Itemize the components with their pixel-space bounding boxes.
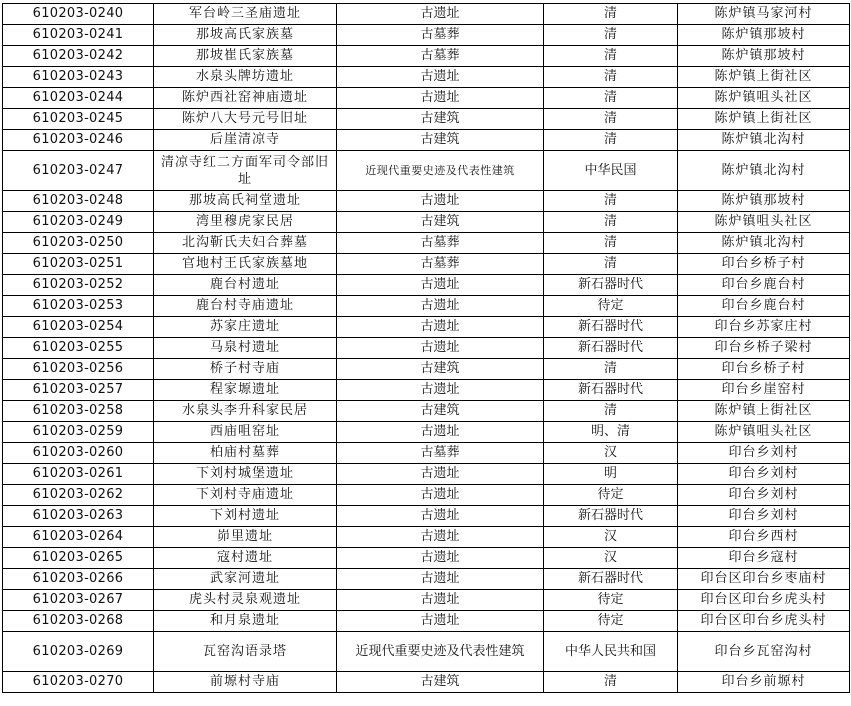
site-code-cell: 610203-0258 — [3, 401, 154, 422]
site-type-cell: 古遗址 — [337, 611, 544, 632]
site-name-cell: 湾里穆虎家民居 — [154, 212, 337, 233]
site-name-cell: 峁里遗址 — [154, 527, 337, 548]
table-row — [3, 401, 850, 422]
site-era-cell: 汉 — [544, 443, 678, 464]
site-location-cell: 陈炉镇北沟村 — [678, 130, 850, 151]
site-name-cell: 虎头村灵泉观遗址 — [154, 590, 337, 611]
table-row — [3, 88, 850, 109]
table-row — [3, 359, 850, 380]
site-era-cell: 清 — [544, 130, 678, 151]
site-location-cell: 印台乡桥子村 — [678, 254, 850, 275]
site-name-cell: 桥子村寺庙 — [154, 359, 337, 380]
site-location-cell: 陈炉镇北沟村 — [678, 233, 850, 254]
site-era-cell: 清 — [544, 88, 678, 109]
site-type-cell: 古遗址 — [337, 275, 544, 296]
site-era-cell: 待定 — [544, 296, 678, 317]
table-row — [3, 275, 850, 296]
site-name-cell: 瓦窑沟语录塔 — [154, 632, 337, 672]
site-type-cell: 古遗址 — [337, 4, 544, 25]
site-code-cell: 610203-0248 — [3, 191, 154, 212]
site-code-cell: 610203-0246 — [3, 130, 154, 151]
site-name-cell: 那坡高氏祠堂遗址 — [154, 191, 337, 212]
site-era-cell: 新石器时代 — [544, 338, 678, 359]
site-type-cell: 古墓葬 — [337, 25, 544, 46]
table-row — [3, 191, 850, 212]
table-row — [3, 485, 850, 506]
site-era-cell: 明、清 — [544, 422, 678, 443]
site-era-cell: 清 — [544, 67, 678, 88]
site-location-cell: 陈炉镇咀头社区 — [678, 88, 850, 109]
site-era-cell: 清 — [544, 109, 678, 130]
site-code-cell: 610203-0260 — [3, 443, 154, 464]
site-name-cell: 那坡高氏家族墓 — [154, 25, 337, 46]
site-location-cell: 印台乡苏家庄村 — [678, 317, 850, 338]
site-code-cell: 610203-0269 — [3, 632, 154, 672]
site-type-cell: 古建筑 — [337, 359, 544, 380]
table-row — [3, 254, 850, 275]
site-location-cell: 陈炉镇那坡村 — [678, 46, 850, 67]
site-era-cell: 汉 — [544, 548, 678, 569]
site-location-cell: 印台乡鹿台村 — [678, 296, 850, 317]
table-row — [3, 130, 850, 151]
site-type-cell: 古建筑 — [337, 401, 544, 422]
site-code-cell: 610203-0263 — [3, 506, 154, 527]
site-name-cell: 鹿台村寺庙遗址 — [154, 296, 337, 317]
table-row — [3, 317, 850, 338]
site-location-cell: 印台区印台乡枣庙村 — [678, 569, 850, 590]
site-type-cell: 古建筑 — [337, 109, 544, 130]
table-row — [3, 67, 850, 88]
site-code-cell: 610203-0255 — [3, 338, 154, 359]
site-name-cell: 前塬村寺庙 — [154, 672, 337, 693]
site-location-cell: 印台乡前塬村 — [678, 672, 850, 693]
site-code-cell: 610203-0270 — [3, 672, 154, 693]
site-name-cell: 军台岭三圣庙遗址 — [154, 4, 337, 25]
site-type-cell: 古建筑 — [337, 130, 544, 151]
site-type-cell: 近现代重要史迹及代表性建筑 — [337, 151, 544, 191]
site-name-cell: 水泉头牌坊遗址 — [154, 67, 337, 88]
table-row — [3, 443, 850, 464]
site-location-cell: 印台乡鹿台村 — [678, 275, 850, 296]
site-era-cell: 清 — [544, 25, 678, 46]
site-type-cell: 古遗址 — [337, 464, 544, 485]
site-era-cell: 新石器时代 — [544, 317, 678, 338]
site-location-cell: 印台区印台乡虎头村 — [678, 590, 850, 611]
site-era-cell: 中华民国 — [544, 151, 678, 191]
table-row — [3, 590, 850, 611]
site-code-cell: 610203-0261 — [3, 464, 154, 485]
site-era-cell: 清 — [544, 4, 678, 25]
site-type-cell: 古墓葬 — [337, 233, 544, 254]
site-type-cell: 古建筑 — [337, 212, 544, 233]
site-location-cell: 印台乡刘村 — [678, 464, 850, 485]
site-era-cell: 清 — [544, 672, 678, 693]
site-name-cell: 鹿台村遗址 — [154, 275, 337, 296]
site-location-cell: 陈炉镇咀头社区 — [678, 212, 850, 233]
site-era-cell: 新石器时代 — [544, 569, 678, 590]
site-type-cell: 古遗址 — [337, 590, 544, 611]
site-location-cell: 陈炉镇咀头社区 — [678, 422, 850, 443]
site-code-cell: 610203-0264 — [3, 527, 154, 548]
site-code-cell: 610203-0242 — [3, 46, 154, 67]
table-row — [3, 109, 850, 130]
table-row — [3, 611, 850, 632]
site-code-cell: 610203-0266 — [3, 569, 154, 590]
site-location-cell: 陈炉镇那坡村 — [678, 25, 850, 46]
site-location-cell: 陈炉镇上街社区 — [678, 67, 850, 88]
site-name-cell: 官地村王氏家族墓地 — [154, 254, 337, 275]
table-row — [3, 632, 850, 672]
site-era-cell: 新石器时代 — [544, 380, 678, 401]
table-row — [3, 506, 850, 527]
site-location-cell: 印台乡刘村 — [678, 506, 850, 527]
site-type-cell: 古遗址 — [337, 548, 544, 569]
site-code-cell: 610203-0241 — [3, 25, 154, 46]
site-era-cell: 清 — [544, 212, 678, 233]
site-code-cell: 610203-0250 — [3, 233, 154, 254]
site-code-cell: 610203-0262 — [3, 485, 154, 506]
table-row — [3, 46, 850, 67]
site-type-cell: 古墓葬 — [337, 254, 544, 275]
site-era-cell: 清 — [544, 191, 678, 212]
site-type-cell: 古墓葬 — [337, 443, 544, 464]
site-name-cell: 下刘村寺庙遗址 — [154, 485, 337, 506]
table-row — [3, 151, 850, 191]
site-type-cell: 古遗址 — [337, 317, 544, 338]
site-era-cell: 新石器时代 — [544, 275, 678, 296]
site-name-cell: 下刘村城堡遗址 — [154, 464, 337, 485]
site-type-cell: 古遗址 — [337, 485, 544, 506]
heritage-sites-table — [2, 3, 850, 693]
table-row — [3, 527, 850, 548]
table-row — [3, 464, 850, 485]
site-code-cell: 610203-0252 — [3, 275, 154, 296]
site-code-cell: 610203-0253 — [3, 296, 154, 317]
site-type-cell: 古遗址 — [337, 296, 544, 317]
site-type-cell: 古建筑 — [337, 672, 544, 693]
site-era-cell: 待定 — [544, 485, 678, 506]
site-name-cell: 清凉寺红二方面军司令部旧址 — [154, 151, 337, 191]
site-code-cell: 610203-0259 — [3, 422, 154, 443]
table-row — [3, 422, 850, 443]
site-era-cell: 清 — [544, 233, 678, 254]
site-type-cell: 近现代重要史迹及代表性建筑 — [337, 632, 544, 672]
site-type-cell: 古遗址 — [337, 527, 544, 548]
table-row — [3, 25, 850, 46]
site-name-cell: 下刘村遗址 — [154, 506, 337, 527]
site-code-cell: 610203-0267 — [3, 590, 154, 611]
site-name-cell: 水泉头李升科家民居 — [154, 401, 337, 422]
site-location-cell: 陈炉镇北沟村 — [678, 151, 850, 191]
site-era-cell: 汉 — [544, 527, 678, 548]
site-era-cell: 待定 — [544, 611, 678, 632]
site-location-cell: 印台乡瓦窑沟村 — [678, 632, 850, 672]
site-code-cell: 610203-0254 — [3, 317, 154, 338]
site-name-cell: 寇村遗址 — [154, 548, 337, 569]
site-era-cell: 清 — [544, 401, 678, 422]
site-code-cell: 610203-0243 — [3, 67, 154, 88]
site-type-cell: 古遗址 — [337, 88, 544, 109]
site-name-cell: 西庙咀窑址 — [154, 422, 337, 443]
site-location-cell: 印台乡刘村 — [678, 443, 850, 464]
site-location-cell: 印台乡寇村 — [678, 548, 850, 569]
site-type-cell: 古遗址 — [337, 422, 544, 443]
site-era-cell: 中华人民共和国 — [544, 632, 678, 672]
site-location-cell: 陈炉镇上街社区 — [678, 109, 850, 130]
table-row — [3, 296, 850, 317]
site-location-cell: 印台乡刘村 — [678, 485, 850, 506]
site-name-cell: 陈炉西社窑神庙遗址 — [154, 88, 337, 109]
site-location-cell: 印台乡崖窑村 — [678, 380, 850, 401]
site-code-cell: 610203-0256 — [3, 359, 154, 380]
site-type-cell: 古遗址 — [337, 338, 544, 359]
site-code-cell: 610203-0249 — [3, 212, 154, 233]
table-row — [3, 212, 850, 233]
site-code-cell: 610203-0247 — [3, 151, 154, 191]
table-row — [3, 569, 850, 590]
site-type-cell: 古遗址 — [337, 380, 544, 401]
site-era-cell: 明 — [544, 464, 678, 485]
table-row — [3, 672, 850, 693]
site-location-cell: 印台乡桥子梁村 — [678, 338, 850, 359]
site-location-cell: 陈炉镇马家河村 — [678, 4, 850, 25]
site-type-cell: 古遗址 — [337, 569, 544, 590]
site-location-cell: 印台区印台乡虎头村 — [678, 611, 850, 632]
site-location-cell: 印台乡桥子村 — [678, 359, 850, 380]
site-code-cell: 610203-0268 — [3, 611, 154, 632]
site-code-cell: 610203-0257 — [3, 380, 154, 401]
site-location-cell: 陈炉镇上街社区 — [678, 401, 850, 422]
site-name-cell: 北沟靳氏夫妇合葬墓 — [154, 233, 337, 254]
site-era-cell: 清 — [544, 359, 678, 380]
site-era-cell: 待定 — [544, 590, 678, 611]
site-name-cell: 柏庙村墓葬 — [154, 443, 337, 464]
site-type-cell: 古遗址 — [337, 67, 544, 88]
site-location-cell: 印台乡西村 — [678, 527, 850, 548]
site-name-cell: 武家河遗址 — [154, 569, 337, 590]
site-era-cell: 清 — [544, 254, 678, 275]
site-name-cell: 程家塬遗址 — [154, 380, 337, 401]
site-code-cell: 610203-0244 — [3, 88, 154, 109]
site-code-cell: 610203-0240 — [3, 4, 154, 25]
site-location-cell: 陈炉镇那坡村 — [678, 191, 850, 212]
site-type-cell: 古墓葬 — [337, 46, 544, 67]
table-row — [3, 338, 850, 359]
site-name-cell: 陈炉八大号元号旧址 — [154, 109, 337, 130]
site-name-cell: 后崖清凉寺 — [154, 130, 337, 151]
site-type-cell: 古遗址 — [337, 191, 544, 212]
site-era-cell: 清 — [544, 46, 678, 67]
table-row — [3, 233, 850, 254]
site-era-cell: 新石器时代 — [544, 506, 678, 527]
table-row — [3, 380, 850, 401]
site-type-cell: 古遗址 — [337, 506, 544, 527]
table-row — [3, 548, 850, 569]
site-code-cell: 610203-0265 — [3, 548, 154, 569]
site-name-cell: 苏家庄遗址 — [154, 317, 337, 338]
site-name-cell: 那坡崔氏家族墓 — [154, 46, 337, 67]
site-code-cell: 610203-0245 — [3, 109, 154, 130]
site-name-cell: 和月泉遗址 — [154, 611, 337, 632]
site-code-cell: 610203-0251 — [3, 254, 154, 275]
site-name-cell: 马泉村遗址 — [154, 338, 337, 359]
table-row — [3, 4, 850, 25]
